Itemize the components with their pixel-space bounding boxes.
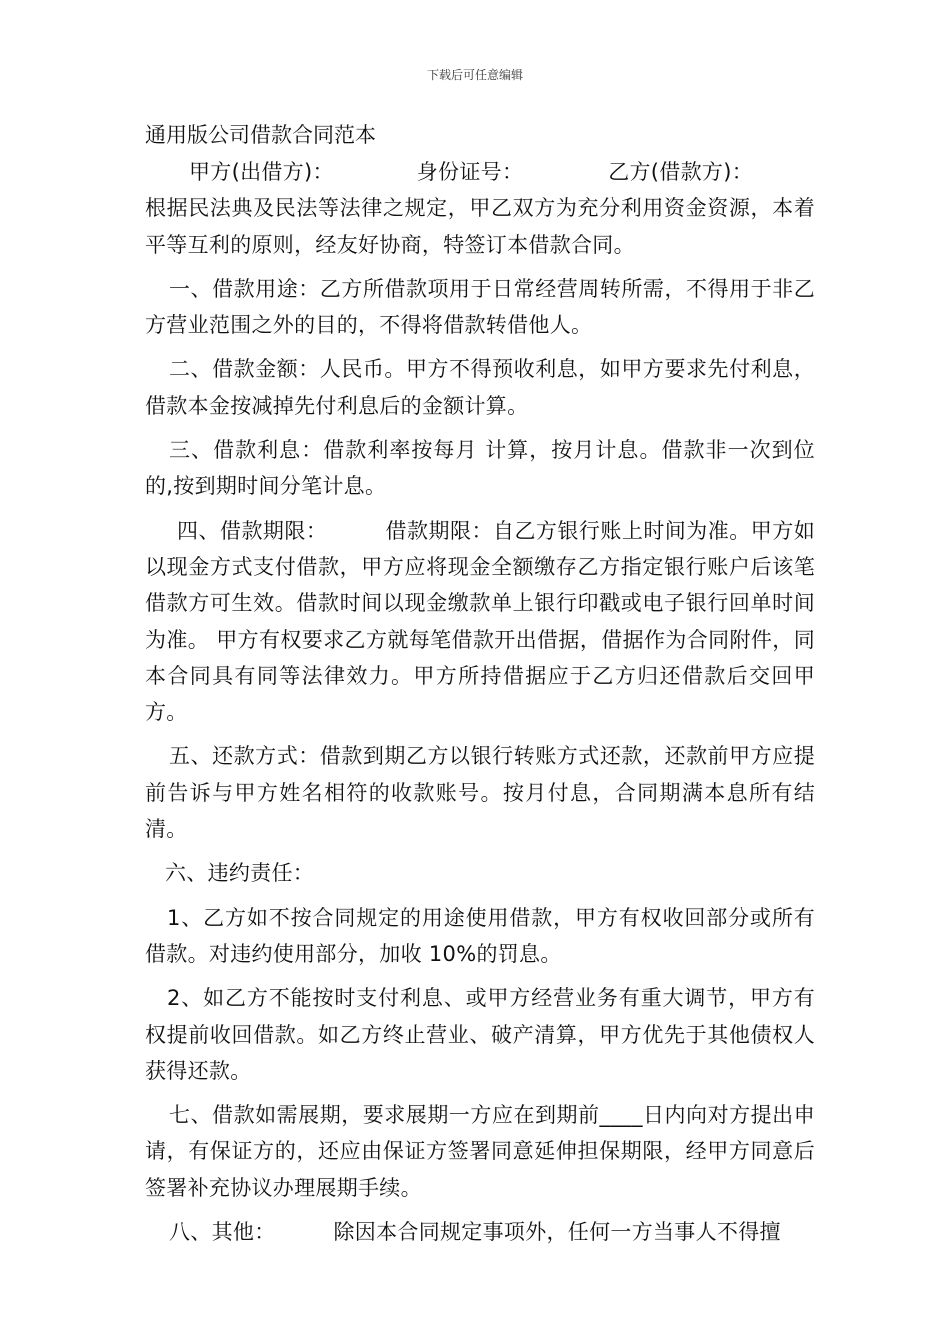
clause-4-text: 借款期限：自乙方银行账上时间为准。甲方如以现金方式支付借款，甲方应将现金全额缴存乙方指定银行账户后该笔借款方可生效。借款时间以现金缴款单上银行印戳或电子银行回单时间为准。 甲方有权要求乙方就每笔借款开出借据，借据作为合同附件，同本合同具有同等法律效力。甲方所持借据应于乙方归还借款后交回甲方。 xyxy=(145,518,815,725)
party-a-label: 甲方(出借方)： xyxy=(189,160,334,184)
clause-8 xyxy=(145,1214,815,1250)
intro-text: 根据民法典及民法等法律之规定，甲乙双方为充分利用资金资源，本着平等互利的原则，经友好协商，特签订本借款合同。 xyxy=(145,196,815,257)
document-title: 通用版公司借款合同范本 xyxy=(145,123,376,147)
intro-paragraph xyxy=(145,154,815,263)
clause-2: 二、借款金额：人民币。甲方不得预收利息，如甲方要求先付利息，借款本金按减掉先付利息后的金额计算。 xyxy=(145,357,815,418)
clause-8-text: 除因本合同规定事项外，任何一方当事人不得擅 xyxy=(333,1220,781,1245)
clause-1: 一、借款用途：乙方所借款项用于日常经营周转所需，不得用于非乙方营业范围之外的目的，不得将借款转借他人。 xyxy=(145,276,815,338)
clause-8-heading: 八、其他： xyxy=(169,1220,276,1245)
party-b-label: 乙方(借款方)： xyxy=(608,160,753,184)
clause-3: 三、借款利息：借款利率按每月 计算，按月计息。借款非一次到位的,按到期时间分笔计息。 xyxy=(145,438,815,499)
page-header-note: 下载后可任意编辑 xyxy=(426,68,523,82)
id-number-label: 身份证号： xyxy=(416,160,524,184)
clause-6-item-2: 2、如乙方不能按时支付利息、或甲方经营业务有重大调节，甲方有权提前收回借款。如乙方终止营业、破产清算，甲方优先于其他债权人获得还款。 xyxy=(145,986,815,1083)
document-body xyxy=(145,116,815,1258)
clause-5: 五、还款方式：借款到期乙方以银行转账方式还款，还款前甲方应提前告诉与甲方姓名相符的收款账号。按月付息，合同期满本息所有结清。 xyxy=(145,744,815,842)
clause-4-heading: 四、借款期限： xyxy=(177,518,328,543)
clause-4 xyxy=(145,513,815,731)
clause-7: 七、借款如需展期，要求展期一方应在到期前____日内向对方提出申请，有保证方的，还应由保证方签署同意延伸担保期限，经甲方同意后签署补充协议办理展期手续。 xyxy=(145,1103,815,1200)
clause-6-item-1: 1、乙方如不按合同规定的用途使用借款，甲方有权收回部分或所有借款。对违约使用部分，加收 10%的罚息。 xyxy=(145,905,815,966)
clause-6-heading: 六、违约责任： xyxy=(165,861,315,886)
